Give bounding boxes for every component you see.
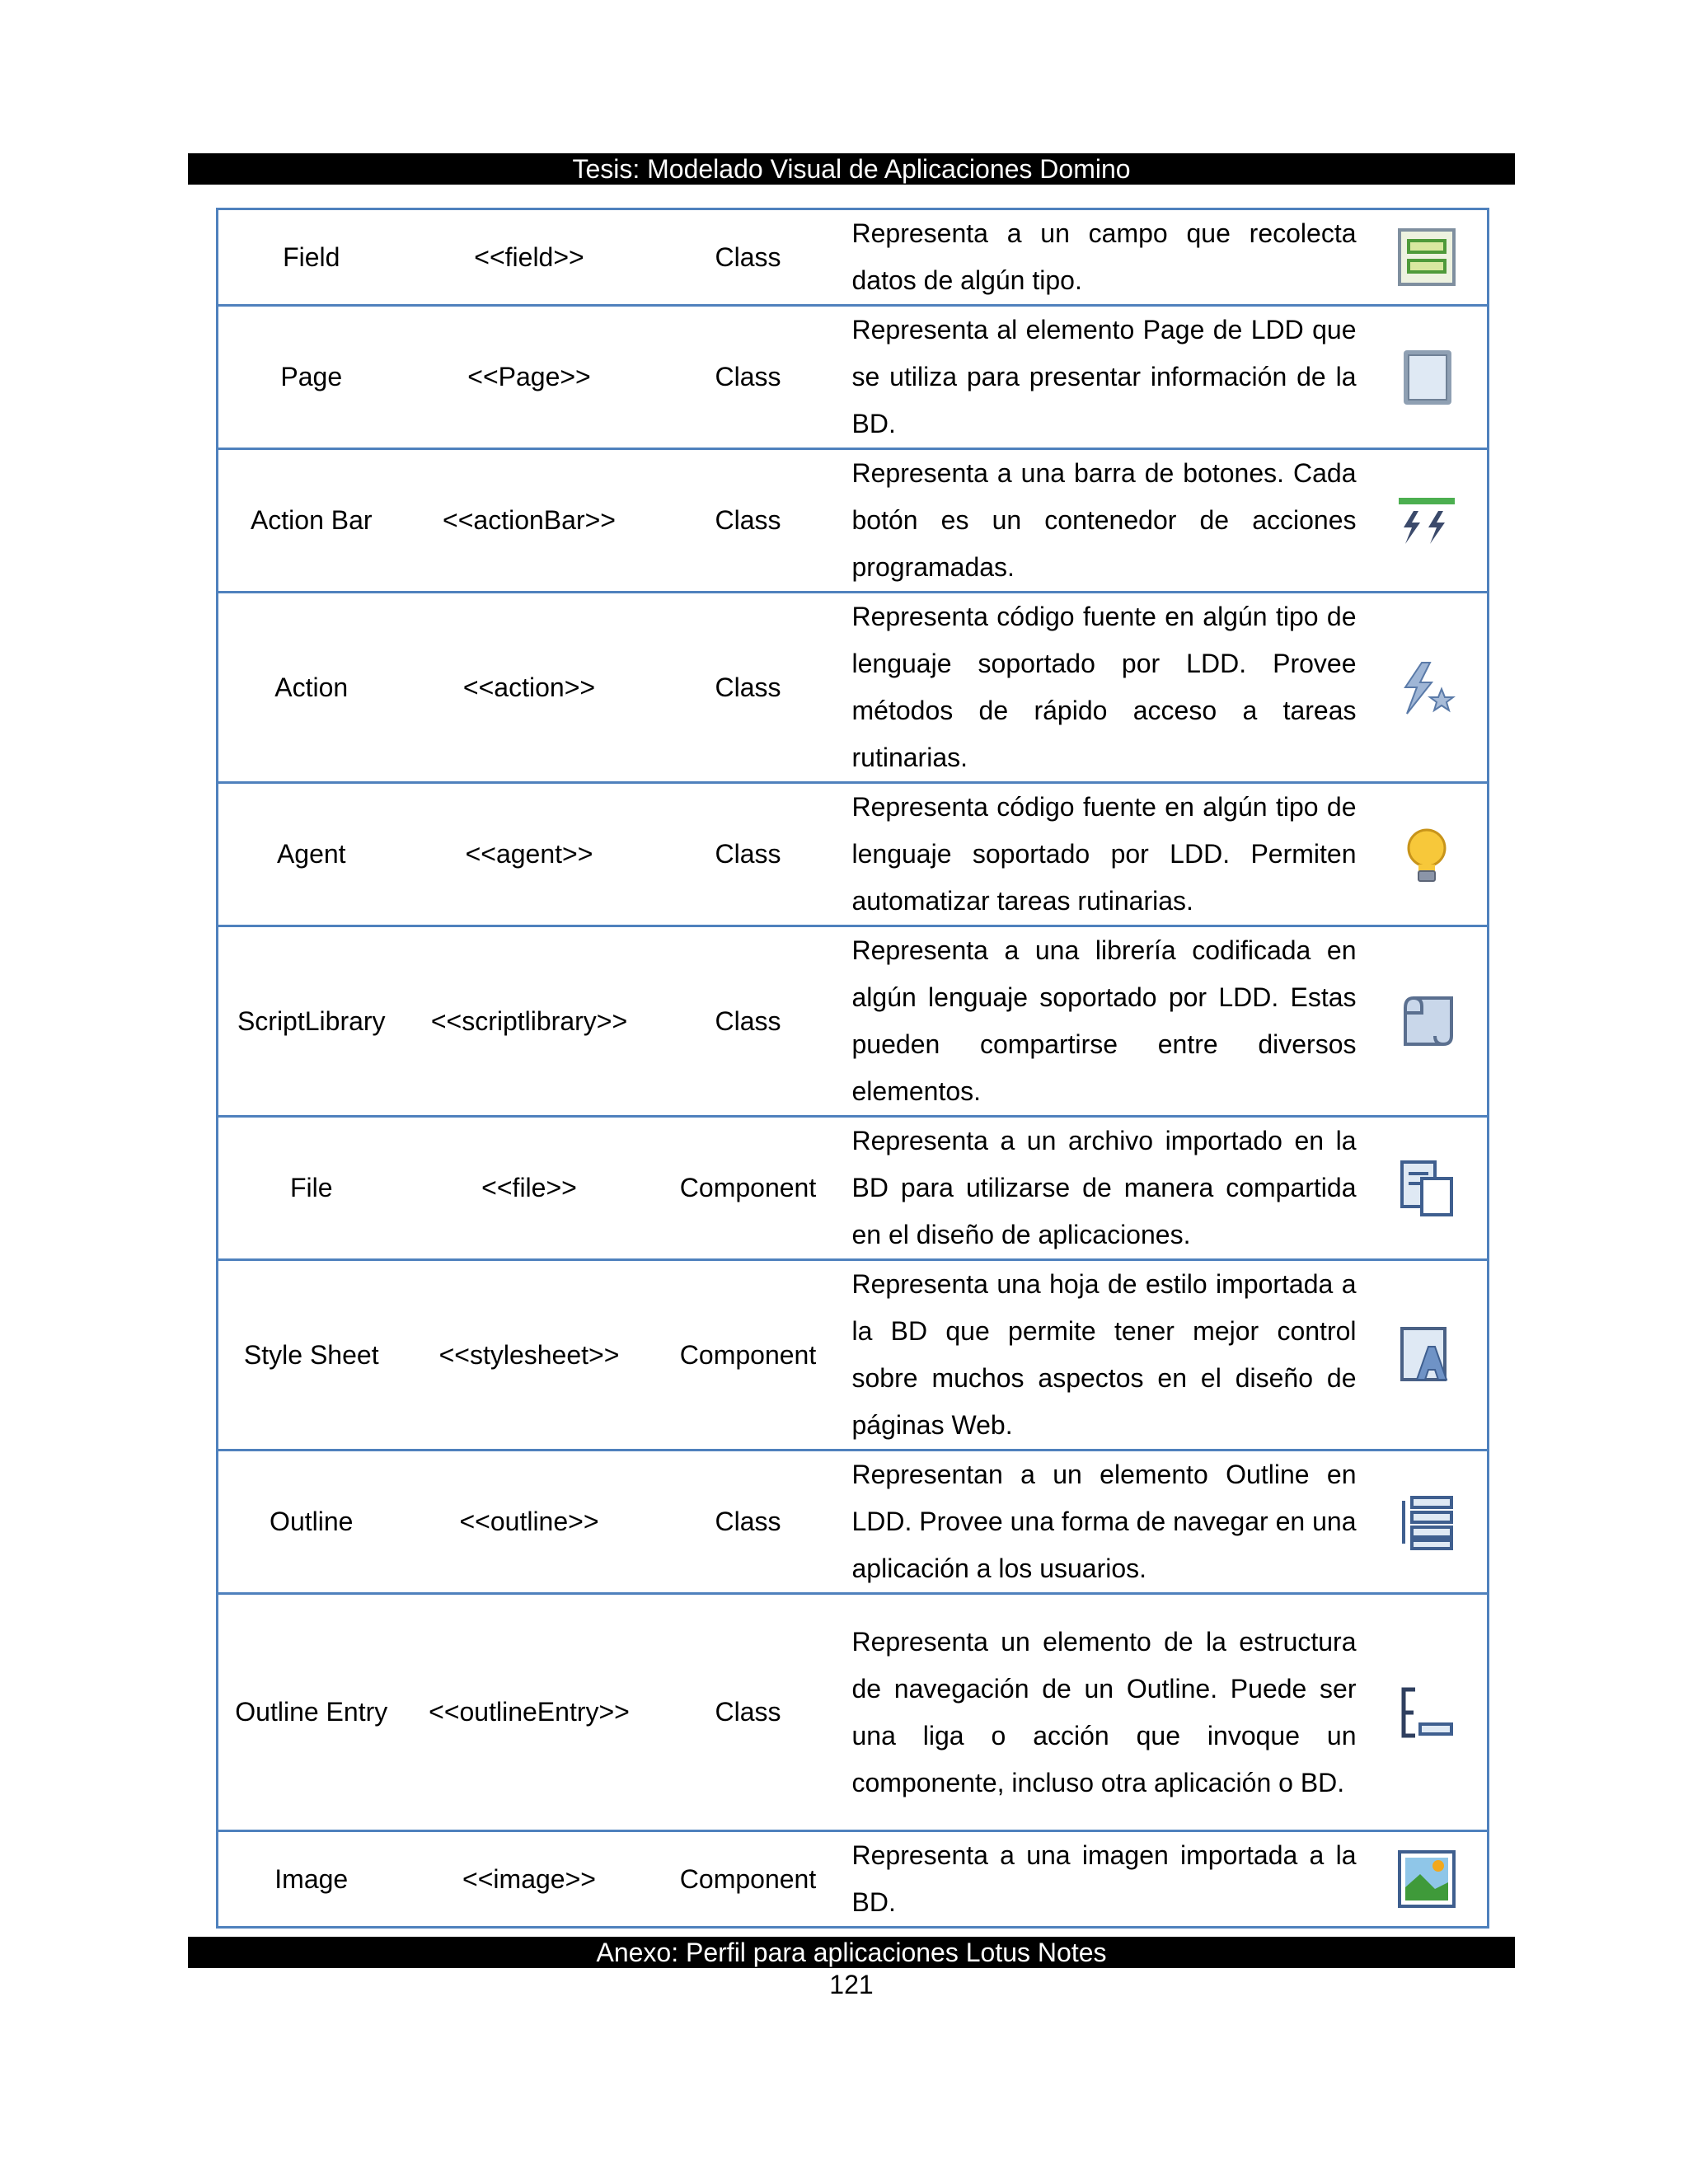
element-name: Action xyxy=(218,593,405,783)
stereotype-table xyxy=(216,208,1489,1929)
element-stereotype: <<actionBar>> xyxy=(405,449,654,593)
table-row xyxy=(218,306,1489,449)
page-number: 121 xyxy=(829,1970,874,1999)
element-type: Class xyxy=(654,449,842,593)
element-type: Class xyxy=(654,209,842,306)
element-type: Class xyxy=(654,783,842,926)
element-name: Image xyxy=(218,1831,405,1928)
table-row xyxy=(218,1831,1489,1928)
agent-lightbulb-icon xyxy=(1397,825,1456,884)
element-name: ScriptLibrary xyxy=(218,926,405,1117)
element-type: Component xyxy=(654,1831,842,1928)
element-type: Class xyxy=(654,926,842,1117)
element-description: Representa código fuente en algún tipo de lenguaje soportado por LDD. Permiten automatizar tareas rutinarias. xyxy=(842,783,1367,926)
element-stereotype: <<scriptlibrary>> xyxy=(405,926,654,1117)
element-name: Action Bar xyxy=(218,449,405,593)
style-sheet-icon xyxy=(1397,1325,1456,1385)
element-type: Component xyxy=(654,1117,842,1260)
table-row xyxy=(218,1260,1489,1451)
table-row xyxy=(218,593,1489,783)
element-description: Representan a un elemento Outline en LDD. Provee una forma de navegar en una aplicación a los usuarios. xyxy=(842,1451,1367,1594)
element-description: Representa una hoja de estilo importada a la BD que permite tener mejor control sobre muchos aspectos en el diseño de páginas Web. xyxy=(842,1260,1367,1451)
element-type: Class xyxy=(654,593,842,783)
file-icon xyxy=(1397,1159,1456,1218)
action-bar-icon xyxy=(1397,491,1456,551)
page-header: Tesis: Modelado Visual de Aplicaciones Domino xyxy=(188,153,1515,185)
table-row xyxy=(218,926,1489,1117)
element-type: Class xyxy=(654,306,842,449)
element-stereotype: <<stylesheet>> xyxy=(405,1260,654,1451)
element-stereotype: <<Page>> xyxy=(405,306,654,449)
element-name: Agent xyxy=(218,783,405,926)
element-stereotype: <<image>> xyxy=(405,1831,654,1928)
field-icon xyxy=(1397,227,1456,287)
element-type: Class xyxy=(654,1594,842,1831)
element-description: Representa un elemento de la estructura de navegación de un Outline. Puede ser una liga o acción que invoque un componente, incluso otra aplicación o BD. xyxy=(842,1594,1367,1831)
outline-entry-icon xyxy=(1397,1683,1456,1742)
element-name: File xyxy=(218,1117,405,1260)
outline-icon xyxy=(1397,1493,1456,1552)
element-stereotype: <<field>> xyxy=(405,209,654,306)
element-name: Page xyxy=(218,306,405,449)
element-description: Representa a una imagen importada a la BD. xyxy=(842,1831,1367,1928)
element-stereotype: <<outlineEntry>> xyxy=(405,1594,654,1831)
element-name: Outline Entry xyxy=(218,1594,405,1831)
page-footer: Anexo: Perfil para aplicaciones Lotus Notes xyxy=(188,1937,1515,1968)
table-row xyxy=(218,1117,1489,1260)
element-description: Representa a un archivo importado en la BD para utilizarse de manera compartida en el diseño de aplicaciones. xyxy=(842,1117,1367,1260)
element-type: Component xyxy=(654,1260,842,1451)
element-name: Field xyxy=(218,209,405,306)
element-stereotype: <<outline>> xyxy=(405,1451,654,1594)
image-icon xyxy=(1397,1849,1456,1909)
element-stereotype: <<agent>> xyxy=(405,783,654,926)
action-icon xyxy=(1397,658,1456,717)
page-icon xyxy=(1397,348,1456,407)
script-library-scroll-icon xyxy=(1397,991,1456,1051)
element-stereotype: <<file>> xyxy=(405,1117,654,1260)
element-type: Class xyxy=(654,1451,842,1594)
table-row xyxy=(218,209,1489,306)
table-row xyxy=(218,1451,1489,1594)
element-description: Representa al elemento Page de LDD que se utiliza para presentar información de la BD. xyxy=(842,306,1367,449)
element-description: Representa a una librería codificada en algún lenguaje soportado por LDD. Estas pueden compartirse entre diversos elementos. xyxy=(842,926,1367,1117)
element-stereotype: <<action>> xyxy=(405,593,654,783)
element-description: Representa código fuente en algún tipo de lenguaje soportado por LDD. Provee métodos de rápido acceso a tareas rutinarias. xyxy=(842,593,1367,783)
table-row xyxy=(218,783,1489,926)
table-row xyxy=(218,1594,1489,1831)
element-name: Style Sheet xyxy=(218,1260,405,1451)
table-row xyxy=(218,449,1489,593)
element-description: Representa a un campo que recolecta datos de algún tipo. xyxy=(842,209,1367,306)
element-description: Representa a una barra de botones. Cada botón es un contenedor de acciones programadas. xyxy=(842,449,1367,593)
element-name: Outline xyxy=(218,1451,405,1594)
